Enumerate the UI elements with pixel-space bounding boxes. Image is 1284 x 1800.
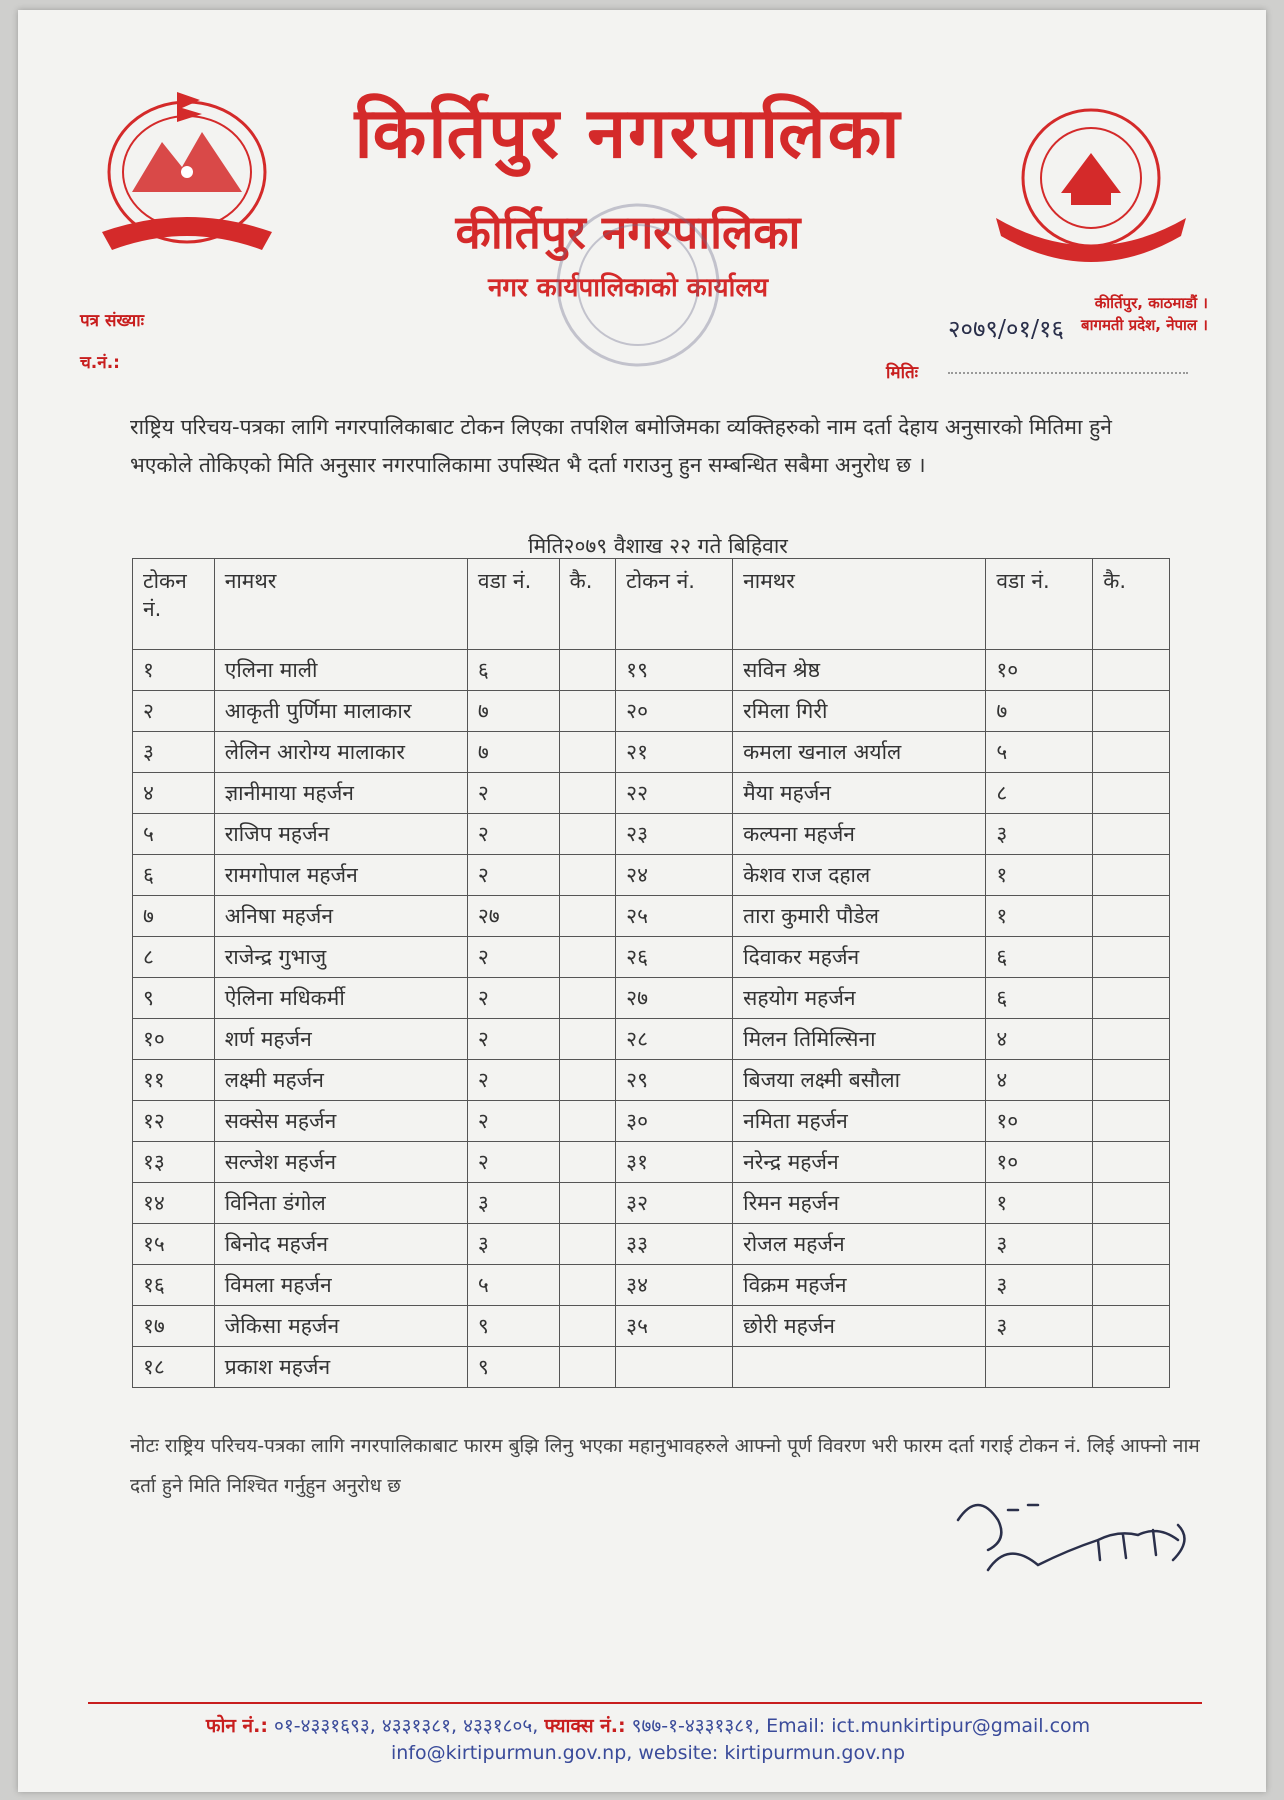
table-cell (559, 1265, 615, 1306)
table-cell: एलिना माली (214, 650, 467, 691)
footer-contact-line (78, 1712, 1218, 1738)
fax-label: फ्याक्स नं.: (544, 1715, 626, 1737)
table-cell (1093, 855, 1170, 896)
table-cell: २ (467, 978, 559, 1019)
table-row (133, 1142, 1170, 1183)
header-name-2: नामथर (733, 559, 986, 650)
table-cell: ७ (467, 691, 559, 732)
table-cell (559, 732, 615, 773)
table-cell: २३ (616, 814, 733, 855)
table-cell: विमला महर्जन (214, 1265, 467, 1306)
table-cell: २९ (616, 1060, 733, 1101)
header-name: नामथर (214, 559, 467, 650)
table-cell (559, 1347, 615, 1388)
table-cell (559, 1060, 615, 1101)
address-line-2: बागमती प्रदेश, नेपाल । (1081, 316, 1208, 334)
table-cell: २८ (616, 1019, 733, 1060)
table-body (133, 650, 1170, 1388)
table-cell (559, 1224, 615, 1265)
table-cell (1093, 732, 1170, 773)
table-cell: केशव राज दहाल (733, 855, 986, 896)
table-cell (559, 691, 615, 732)
email-address: Email: ict.munkirtipur@gmail.com (766, 1715, 1091, 1737)
table-cell: ऐलिना मधिकर्मी (214, 978, 467, 1019)
table-cell (1093, 1019, 1170, 1060)
table-row (133, 650, 1170, 691)
chalani-number-label: च.नं.: (80, 353, 120, 373)
table-row (133, 1101, 1170, 1142)
office-name: नगर कार्यपालिकाको कार्यालय (487, 273, 769, 303)
intro-paragraph: राष्ट्रिय परिचय-पत्रका लागि नगरपालिकाबाट टोकन लिएका तपशिल बमोजिमका व्यक्तिहरुको नाम दर्ता देहाय अनुसारको मितिमा हुने भएकोले तोकिएको मिति अनुसार नगरपालिकामा उपस्थित भै दर्ता गराउनु हुन सम्बन्धित सबैमा अनुरोध छ । (130, 415, 1112, 477)
table-cell: ७ (133, 896, 215, 937)
table-row (133, 1019, 1170, 1060)
table-cell (559, 1101, 615, 1142)
table-cell: १ (986, 1183, 1093, 1224)
fax-number: ९७७-१-४३३१३८१, (631, 1715, 761, 1737)
table-cell: ३ (986, 1306, 1093, 1347)
table-cell: ३३ (616, 1224, 733, 1265)
table-cell: १५ (133, 1224, 215, 1265)
table-cell: ४ (986, 1060, 1093, 1101)
table-cell: १७ (133, 1306, 215, 1347)
table-cell: २७ (616, 978, 733, 1019)
table-header-row (133, 559, 1170, 650)
token-table (132, 558, 1170, 1388)
table-cell: ३ (467, 1183, 559, 1224)
table-cell: ८ (986, 773, 1093, 814)
table-cell: ६ (986, 937, 1093, 978)
table-cell (559, 1306, 615, 1347)
table-row (133, 814, 1170, 855)
table-cell (1093, 1347, 1170, 1388)
table-row (133, 855, 1170, 896)
date-dotted-line (948, 372, 1188, 374)
table-cell: ४ (133, 773, 215, 814)
table-row (133, 1347, 1170, 1388)
table-cell: ३४ (616, 1265, 733, 1306)
table-row (133, 1224, 1170, 1265)
table-row (133, 1265, 1170, 1306)
table-cell: लेलिन आरोग्य मालाकार (214, 732, 467, 773)
faded-stamp (538, 185, 738, 385)
table-cell: राजेन्द्र गुभाजु (214, 937, 467, 978)
table-cell: १८ (133, 1347, 215, 1388)
table-cell: ३० (616, 1101, 733, 1142)
table-cell: १० (133, 1019, 215, 1060)
patra-sankhya-label: पत्र संख्याः (80, 311, 145, 331)
table-row (133, 732, 1170, 773)
table-cell: रामगोपाल महर्जन (214, 855, 467, 896)
table-cell: ९ (133, 978, 215, 1019)
header-remarks: कै. (559, 559, 615, 650)
footer-divider (88, 1702, 1202, 1704)
table-cell: २ (467, 855, 559, 896)
note-paragraph: नोटः राष्ट्रिय परिचय-पत्रका लागि नगरपालिकाबाट फारम बुझि लिनु भएका महानुभावहरुले आफ्नो पूर्ण विवरण भरी फारम दर्ता गराई टोकन नं. लिई आफ्नो नाम दर्ता हुने मिति निश्चित गर्नुहुन अनुरोध छ (130, 1435, 1200, 1497)
handwritten-date: २०७९/०१/१६ (948, 315, 1065, 343)
address-line-1: कीर्तिपुर, काठमाडौं । (1094, 294, 1208, 312)
table-cell: ३ (986, 814, 1093, 855)
table-cell: अनिषा महर्जन (214, 896, 467, 937)
table-cell: १९ (616, 650, 733, 691)
table-cell (559, 773, 615, 814)
table-cell (1093, 937, 1170, 978)
table-cell: ६ (467, 650, 559, 691)
nepal-emblem-logo (82, 72, 292, 262)
table-cell: शर्ण महर्जन (214, 1019, 467, 1060)
table-row (133, 773, 1170, 814)
table-cell: नमिता महर्जन (733, 1101, 986, 1142)
table-cell: विक्रम महर्जन (733, 1265, 986, 1306)
table-cell: रिमन महर्जन (733, 1183, 986, 1224)
header-ward-no: वडा नं. (467, 559, 559, 650)
table-cell: रमिला गिरी (733, 691, 986, 732)
table-cell: १० (986, 1142, 1093, 1183)
table-cell: ५ (133, 814, 215, 855)
table-row (133, 691, 1170, 732)
table-row (133, 1183, 1170, 1224)
table-cell: मिलन तिमिल्सिना (733, 1019, 986, 1060)
table-cell: २२ (616, 773, 733, 814)
table-cell (1093, 1224, 1170, 1265)
table-cell: सल्जेश महर्जन (214, 1142, 467, 1183)
table-cell: तारा कुमारी पौडेल (733, 896, 986, 937)
table-cell (1093, 691, 1170, 732)
table-cell: सविन श्रेष्ठ (733, 650, 986, 691)
table-cell: १ (986, 896, 1093, 937)
table-cell: नरेन्द्र महर्जन (733, 1142, 986, 1183)
table-cell: १० (986, 1101, 1093, 1142)
table-cell: १६ (133, 1265, 215, 1306)
table-cell: २५ (616, 896, 733, 937)
table-cell: ७ (467, 732, 559, 773)
header-ward-no-2: वडा नं. (986, 559, 1093, 650)
table-cell (1093, 650, 1170, 691)
municipality-title-newari: किर्तिपुर नगरपालिका (354, 92, 902, 174)
table-cell: कमला खनाल अर्याल (733, 732, 986, 773)
table-cell: २६ (616, 937, 733, 978)
table-cell (1093, 1142, 1170, 1183)
table-cell: ७ (986, 691, 1093, 732)
table-cell: ३ (133, 732, 215, 773)
table-cell: २ (467, 773, 559, 814)
table-cell: २ (467, 1101, 559, 1142)
table-cell: १० (986, 650, 1093, 691)
phone-numbers: ०१-४३३१६९३, ४३३१३८१, ४३३१८०५, (273, 1715, 539, 1737)
table-cell: २ (467, 1142, 559, 1183)
table-cell: मैया महर्जन (733, 773, 986, 814)
table-cell: बिनोद महर्जन (214, 1224, 467, 1265)
municipality-seal-logo (986, 98, 1196, 278)
table-cell (1093, 978, 1170, 1019)
table-cell (1093, 773, 1170, 814)
table-cell: २ (467, 1019, 559, 1060)
table-cell (559, 978, 615, 1019)
header-token-no-2: टोकन नं. (616, 559, 733, 650)
table-cell: २ (467, 814, 559, 855)
phone-label: फोन नं.: (205, 1715, 268, 1737)
table-cell: सक्सेस महर्जन (214, 1101, 467, 1142)
table-cell: १२ (133, 1101, 215, 1142)
table-cell (986, 1347, 1093, 1388)
table-cell: ३ (986, 1224, 1093, 1265)
table-cell (559, 814, 615, 855)
table-cell: ४ (986, 1019, 1093, 1060)
table-cell: ५ (467, 1265, 559, 1306)
header-remarks-2: कै. (1093, 559, 1170, 650)
table-cell: आकृती पुर्णिमा मालाकार (214, 691, 467, 732)
municipality-title: कीर्तिपुर नगरपालिका (455, 205, 801, 259)
table-cell (733, 1347, 986, 1388)
table-cell: ३१ (616, 1142, 733, 1183)
table-cell: २ (133, 691, 215, 732)
table-cell (559, 855, 615, 896)
table-cell: सहयोग महर्जन (733, 978, 986, 1019)
table-cell: दिवाकर महर्जन (733, 937, 986, 978)
table-row (133, 896, 1170, 937)
table-cell (1093, 814, 1170, 855)
table-cell: ११ (133, 1060, 215, 1101)
table-row (133, 1306, 1170, 1347)
table-cell: छोरी महर्जन (733, 1306, 986, 1347)
table-cell: १ (986, 855, 1093, 896)
date-label: मितिः (886, 363, 919, 383)
table-cell: जेकिसा महर्जन (214, 1306, 467, 1347)
table-cell: विनिता डंगोल (214, 1183, 467, 1224)
table-cell: ६ (133, 855, 215, 896)
footer-web-line: info@kirtipurmun.gov.np, website: kirtipurmun.gov.np (390, 1742, 906, 1764)
table-cell (1093, 1265, 1170, 1306)
table-cell: १ (133, 650, 215, 691)
table-cell: लक्ष्मी महर्जन (214, 1060, 467, 1101)
table-cell (1093, 1183, 1170, 1224)
table-cell: कल्पना महर्जन (733, 814, 986, 855)
table-cell: बिजया लक्ष्मी बसौला (733, 1060, 986, 1101)
table-cell: ५ (986, 732, 1093, 773)
table-row (133, 978, 1170, 1019)
table-cell: २० (616, 691, 733, 732)
table-cell: १४ (133, 1183, 215, 1224)
table-cell: ज्ञानीमाया महर्जन (214, 773, 467, 814)
table-cell: १३ (133, 1142, 215, 1183)
table-cell (559, 1183, 615, 1224)
table-cell: २७ (467, 896, 559, 937)
table-row (133, 937, 1170, 978)
header-token-no: टोकन नं. (133, 559, 215, 650)
table-cell: ९ (467, 1347, 559, 1388)
table-row (133, 1060, 1170, 1101)
table-cell: २४ (616, 855, 733, 896)
table-cell (559, 650, 615, 691)
table-cell: २१ (616, 732, 733, 773)
table-cell: ३२ (616, 1183, 733, 1224)
schedule-date: मिति२०७९ वैशाख २२ गते बिहिवार (528, 534, 788, 558)
table-cell: रोजल महर्जन (733, 1224, 986, 1265)
table-cell (616, 1347, 733, 1388)
table-cell: ३५ (616, 1306, 733, 1347)
table-cell: प्रकाश महर्जन (214, 1347, 467, 1388)
table-cell: २ (467, 1060, 559, 1101)
table-cell (559, 1019, 615, 1060)
table-cell (1093, 1101, 1170, 1142)
table-cell (559, 937, 615, 978)
table-cell (559, 896, 615, 937)
table-cell: ३ (986, 1265, 1093, 1306)
table-cell: २ (467, 937, 559, 978)
table-cell (1093, 896, 1170, 937)
table-cell: ६ (986, 978, 1093, 1019)
letter-sheet (18, 10, 1266, 1792)
table-cell: ३ (467, 1224, 559, 1265)
table-cell: ९ (467, 1306, 559, 1347)
table-cell (1093, 1306, 1170, 1347)
table-cell (559, 1142, 615, 1183)
table-cell: ८ (133, 937, 215, 978)
table-cell (1093, 1060, 1170, 1101)
signature (948, 1480, 1208, 1590)
table-cell: राजिप महर्जन (214, 814, 467, 855)
